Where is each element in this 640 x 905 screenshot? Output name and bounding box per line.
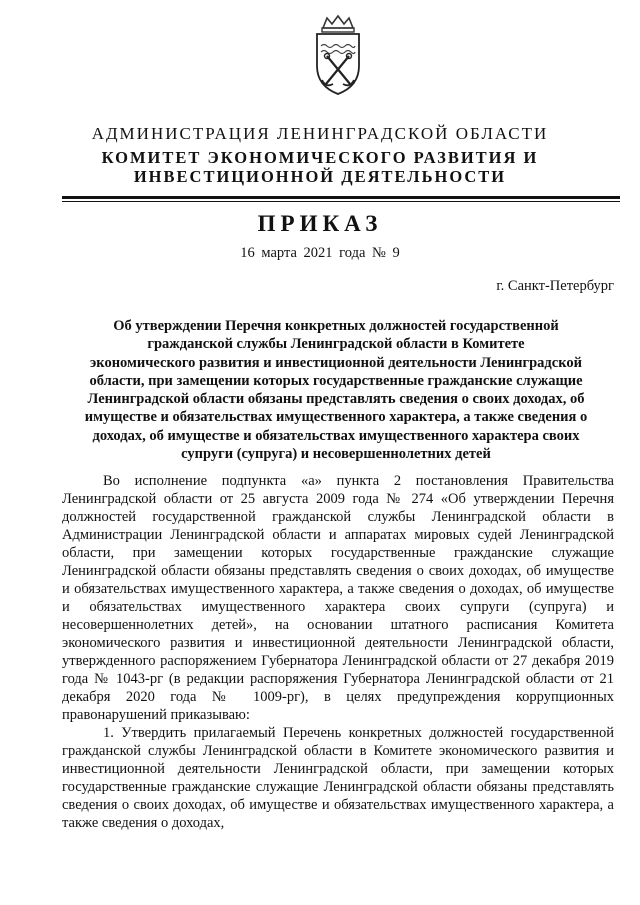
body-paragraph-item-1: 1. Утвердить прилагаемый Перечень конкретных должностей государственной гражданской службы Ленинградской области в Комитете экономического развития и инвестиционной деятельности Ленинградской области, при замещении которых государственные гражданские служащие Ленинградской области обязаны представлять сведения о своих доходах, об имуществе и обязательствах имущественного характера, а также сведения о доходах,	[62, 725, 614, 831]
document-type: ПРИКАЗ	[257, 211, 383, 236]
title-line: имуществе и обязательствах имущественного характера, а также сведения о	[84, 409, 588, 426]
title-line: экономического развития и инвестиционной деятельности Ленинградской	[90, 354, 582, 371]
title-line: супруги (супруга) и несовершеннолетних детей	[181, 446, 491, 463]
committee-heading-line1: КОМИТЕТ ЭКОНОМИЧЕСКОГО РАЗВИТИЯ И	[101, 148, 539, 167]
document-title	[62, 317, 610, 463]
title-line: Об утверждении Перечня конкретных должностей государственной	[113, 318, 559, 334]
body-paragraph-preamble: Во исполнение подпункта «а» пункта 2 постановления Правительства Ленинградской области от 25 августа 2009 года № 274 «Об утверждении Перечня должностей государственной гражданской службы Ленинградской области в Администрации Ленинградской области и аппаратах мировых судей Ленинградской области, при замещении которых государственные гражданские служащие Ленинградской области обязаны представлять сведения о своих доходах, об имуществе и обязательствах имущественного характера, а также сведения о доходах, об имуществе и обязательствах имущественного характера своих супруги (супруга) и несовершеннолетних детей», на основании штатного расписания Комитета экономического развития и инвестиционной деятельности Ленинградской области, утвержденного распоряжением Губернатора Ленинградской области от 27 декабря 2019 года № 1043-рг (в редакции распоряжения Губернатора Ленинградской области от 21 декабря 2020 года № 1009-рг), в целях предупреждения коррупционных правонарушений приказываю:	[62, 473, 614, 723]
title-line: гражданской службы Ленинградской области в Комитете	[147, 336, 525, 353]
title-line: области, при замещении которых государственные гражданские служащие	[89, 372, 583, 389]
header-divider-thin	[62, 201, 620, 202]
header-divider-thick	[62, 196, 620, 199]
title-line: Ленинградской области обязаны представлять сведения о своих доходах, об	[87, 391, 585, 408]
administration-heading: АДМИНИСТРАЦИЯ ЛЕНИНГРАДСКОЙ ОБЛАСТИ	[91, 124, 549, 143]
document-date-number: 16 марта 2021 года № 9	[240, 245, 400, 261]
title-line: доходах, об имуществе и обязательствах имущественного характера своих	[92, 427, 580, 444]
coat-of-arms-emblem	[303, 14, 373, 96]
document-city: г. Санкт-Петербург	[496, 278, 614, 294]
document-body	[62, 472, 614, 832]
committee-heading-line2: ИНВЕСТИЦИОННОЙ ДЕЯТЕЛЬНОСТИ	[133, 167, 507, 186]
